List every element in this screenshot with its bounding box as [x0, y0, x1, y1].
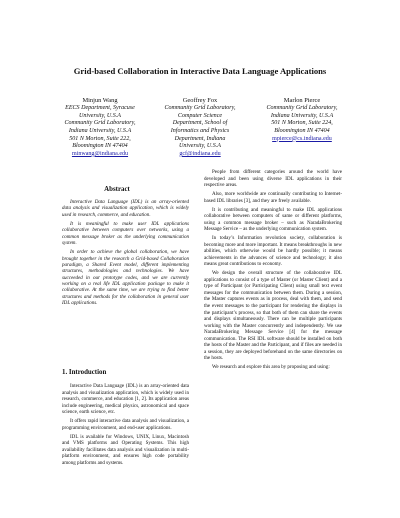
author-affiliation-line: Community Grid Laboratory,: [164, 105, 236, 112]
body-paragraph: We design the overall structure of the collaborative IDL applications to consist of a type of Master (or Master Client) and a type of Participant (or Participating Client) using small text event messages for the communication between them. During a session, the Master captures events as in process, deal with them, and send the event messages to the participant for rendering the displays in the participant’s process, so that both of them can share the events and displays simultaneously. There can be multiple participants working with the Master concurrently and independently. We use NaradaBrokering Message Service [4] for the message communication. The RSI IDL software should be installed on both the hosts of the Master and the Participant, and if files are needed in a session, they are deployed beforehand on the same directories on the hosts.: [204, 270, 342, 362]
author-affiliation-line: Informatics and Physics: [170, 127, 230, 134]
author-affiliation-line: Community Grid Laboratory,: [64, 120, 136, 127]
abstract-heading: Abstract: [104, 186, 130, 193]
body-paragraph: In today’s Information revolution society, collaboration is becoming more and more important. It means breakthroughs in new abilities, which otherwise would be hardly possible; it means achievements in the advances of science and technology; it also means great contributions to economy.: [204, 235, 342, 268]
author-block-fox: [144, 97, 256, 158]
introduction-right-column: [204, 169, 342, 373]
abstract-paragraph: It is meaningful to make user IDL applications collaborative between computers over networks, using a common message broker as the underlying communication system.: [62, 221, 189, 247]
body-paragraph: It offers rapid interactive data analysis and visualization, a programming environment, and end-user applications.: [62, 418, 189, 431]
author-affiliation-line: Bloomington IN 47404: [72, 143, 128, 150]
author-name: Marlon Pierce: [283, 97, 321, 104]
author-affiliation-line: EECS Department, Syracuse: [65, 105, 135, 112]
author-affiliation-line: Bloomington IN 47404: [274, 127, 330, 134]
author-affiliation-line: Community Grid Laboratory,: [266, 105, 338, 112]
author-affiliation-line: Computer Science: [177, 112, 223, 119]
author-affiliation-line: Indiana University, U.S.A: [68, 127, 132, 134]
author-affiliation-line: Department, School of: [172, 120, 228, 127]
author-block-pierce: [250, 97, 354, 143]
abstract-paragraph: In order to achieve the global collaboration, we have brought together in the research a Grid-based Collaboration paradigm, a Shared Event model, different implementing structures, methodologies and technologies. We have succeeded in our prototype codes, and we are currently working on a real life IDL application package to make it collaborative. At the same time, we are trying to find better structures and methods for the collaboration in general user IDL applications.: [62, 249, 189, 307]
author-affiliation-line: 501 N Morton, Suite 222,: [69, 135, 131, 142]
author-name: Minjun Wang: [82, 97, 118, 104]
body-paragraph: People from different categories around the world have developed and been using diverse IDL applications in their respective areas.: [204, 169, 342, 189]
author-affiliation-line: University, U.S.A: [79, 112, 121, 119]
paper-title: Grid-based Collaboration in Interactive Data Language Applications: [73, 66, 327, 76]
section-heading-introduction: 1. Introduction: [62, 369, 107, 376]
author-email-link[interactable]: gcf@indiana.edu: [179, 150, 221, 157]
body-paragraph: IDL is available for Windows, UNIX, Linux, Macintosh and VMS platforms and Operating Systems. This high availability facilitates data analysis and visualization in multi-platform environment, and ensures high code portability among platforms and systems.: [62, 433, 189, 466]
author-email-link[interactable]: minwang@indiana.edu: [71, 150, 129, 157]
author-email-link[interactable]: mpierce@cs.indiana.edu: [272, 135, 332, 142]
author-affiliation-line: Department, Indiana: [174, 135, 226, 142]
abstract-body: [62, 199, 189, 310]
author-name: Geoffrey Fox: [182, 97, 218, 104]
author-affiliation-line: Indiana University, U.S.A: [270, 112, 334, 119]
author-affiliation-line: University, U.S.A: [179, 143, 221, 150]
abstract-paragraph: Interactive Data Language (IDL) is an array-oriented data analysis and visualization application, which is widely used in research, commerce, and education.: [62, 199, 189, 218]
author-block-wang: [46, 97, 154, 158]
body-paragraph: Also, more worldwide are continually contributing to Internet-based IDL libraries [3], and they are freely available.: [204, 191, 342, 204]
body-paragraph: We research and explore this area by proposing and using:: [212, 364, 330, 371]
author-affiliation-line: 501 N Morton, Suite 224,: [271, 120, 333, 127]
body-paragraph: It is contributing and meaningful to make IDL applications collaborative between computers of same or different platforms, using a common message broker – such as NaradaBrokering Message Service – as the underlying communication system.: [204, 206, 342, 233]
body-paragraph: Interactive Data Language (IDL) is an array-oriented data analysis and visualization application, which is widely used in research, commerce, and education [1, 2]. Its application areas include engineering, medical physics, astronomical and space science, earth science, etc.: [62, 383, 189, 415]
introduction-left-column: [62, 383, 189, 469]
